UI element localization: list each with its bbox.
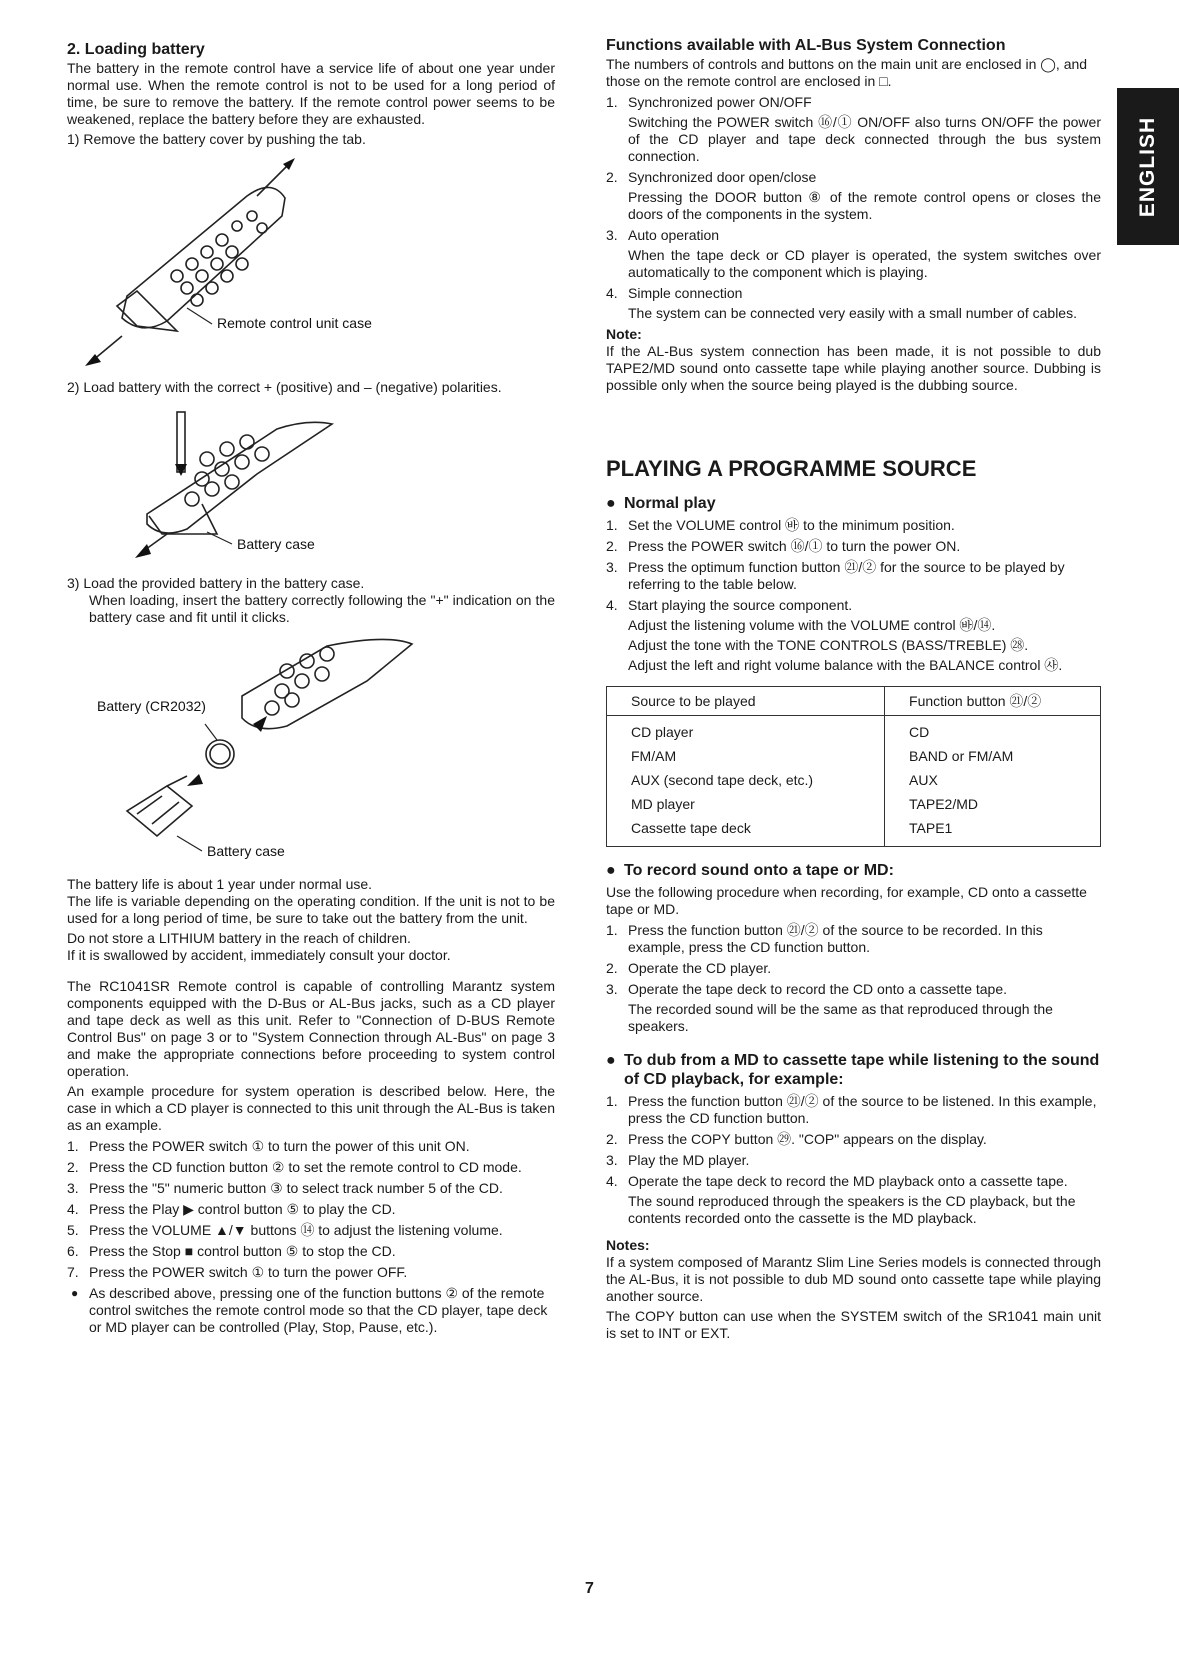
bullet-icon: ● [606, 1052, 616, 1069]
albus-item: 1. Synchronized power ON/OFF Switching the POWER switch ⑯/① ON/OFF also turns ON/OFF the power of the CD player and tape deck connected through the bus system connection. [606, 94, 1101, 164]
albus-item: 2. Synchronized door open/close Pressing the DOOR button ⑧ of the remote control opens or closes the doors of the components in the system. [606, 169, 1101, 222]
rc-bullet: ● As described above, pressing one of the function buttons ② of the remote control switches the remote control mode so that the CD player, tape deck or MD player can be controlled (Play, Stop, Pause, etc.). [71, 1285, 548, 1335]
loading-battery-title: 2. Loading battery [67, 41, 205, 58]
table-header: Function button ㉑/② [885, 687, 1101, 716]
normal-play-steps [606, 517, 1101, 674]
rc-step: 2. Press the CD function button ② to set the remote control to CD mode. [67, 1159, 522, 1175]
language-tab-label: ENGLISH [1136, 116, 1159, 217]
rc-step: 7. Press the POWER switch ① to turn the power OFF. [67, 1264, 408, 1280]
albus-title: Functions available with AL-Bus System Connection [606, 37, 1006, 54]
record-step: 2. Operate the CD player. [606, 960, 772, 976]
normal-step: 3. Press the optimum function button ㉑/② for the source to be played by referring to the table below. [606, 559, 1065, 592]
left-column [67, 40, 555, 1336]
swallow-warning: If it is swallowed by accident, immediately consult your doctor. [67, 947, 451, 963]
notes-title: Notes: [606, 1237, 650, 1253]
bullet-icon: ● [71, 1286, 79, 1300]
battery-step-3-body: When loading, insert the battery correctly following the "+" indication on the battery case and fit until it clicks. [89, 592, 555, 625]
normal-step: 2. Press the POWER switch ⑯/① to turn the power ON. [606, 538, 961, 554]
battery-step-1: 1) Remove the battery cover by pushing the tab. [67, 131, 366, 147]
rc-steps-list [67, 1138, 555, 1336]
dub-step: 3. Play the MD player. [606, 1152, 750, 1168]
battery-life-note: The battery life is about 1 year under normal use. [67, 876, 373, 892]
albus-list [606, 94, 1101, 322]
rc-step: 5. Press the VOLUME ▲/▼ buttons ⑭ to adjust the listening volume. [67, 1222, 503, 1238]
rc-description: The RC1041SR Remote control is capable of controlling Marantz system components equipped with the D-Bus or AL-Bus jacks, such as a CD player and tape deck as well as this unit. Refer to "Connection of D-BUS Remote Control Bus" on page 3 or to "System Connection through AL-Bus" on page 3 and make the appropriate connections before proceeding to system control operation. [67, 978, 555, 1079]
record-steps [606, 922, 1101, 1035]
dub-heading: ● To dub from a MD to cassette tape while listening to the sound of CD playback, for example: [606, 1052, 1100, 1088]
record-step: 1. Press the function button ㉑/② of the source to be recorded. In this example, press the CD function button. [606, 922, 1043, 955]
battery-load-illustration [67, 404, 555, 569]
figure-remove-cover [67, 156, 555, 371]
table-row: CD player FM/AM AUX (second tape deck, etc.) MD player Cassette tape deck CD BAND or FM/AM AUX TAPE2/MD TAPE1 [607, 716, 1101, 843]
battery-case-label-1: Battery case [237, 536, 315, 552]
battery-case-label-2: Battery case [207, 843, 285, 859]
albus-note-body: If the AL-Bus system connection has been made, it is not possible to dub TAPE2/MD sound onto cassette tape while playing another source. Dubbing is possible only when the source being played is the dubbing source. [606, 343, 1101, 393]
dub-step: 4. Operate the tape deck to record the MD playback onto a cassette tape. The sound reproduced through the speakers is the CD playback, but the contents recorded onto the cassette is the MD playback. [606, 1173, 1076, 1226]
table-header-row [607, 687, 1101, 716]
battery-case-illustration [67, 636, 555, 868]
remote-cover-illustration [67, 156, 555, 371]
rc-step: 4. Press the Play ▶ control button ⑤ to play the CD. [67, 1201, 396, 1217]
dub-step: 1. Press the function button ㉑/② of the source to be listened. In this example, press the CD function button. [606, 1093, 1097, 1126]
function-button-table [606, 686, 1101, 847]
table-header: Source to be played [607, 687, 885, 716]
notes-1: If a system composed of Marantz Slim Line Series models is connected through the AL-Bus, it is not possible to dub MD sound onto cassette tape while playing another source. [606, 1254, 1101, 1304]
normal-step: 4. Start playing the source component. Adjust the listening volume with the VOLUME control ㉳/⑭. Adjust the tone with the TONE CONTROLS (BASS/TREBLE) ㉘. Adjust the left and right volume balance with the BALANCE control ㉴. [606, 597, 1063, 673]
dub-step: 2. Press the COPY button ㉙. "COP" appears on the display. [606, 1131, 987, 1147]
playing-title: PLAYING A PROGRAMME SOURCE [606, 456, 977, 481]
page-number: 7 [585, 1580, 594, 1597]
battery-life-variable-note: The life is variable depending on the operating condition. If the unit is not to be used for a long period of time, be sure to take out the battery from the unit. [67, 893, 555, 926]
battery-step-2: 2) Load battery with the correct + (positive) and – (negative) polarities. [67, 379, 502, 395]
battery-step-3-title: 3) Load the provided battery in the battery case. [67, 575, 365, 591]
albus-note-title: Note: [606, 326, 642, 342]
right-column [606, 36, 1101, 1342]
record-heading: ● To record sound onto a tape or MD: [606, 862, 894, 879]
bullet-icon: ● [606, 495, 616, 512]
figure-load-battery [67, 404, 555, 569]
battery-cr2032-label: Battery (CR2032) [97, 698, 206, 714]
dub-steps [606, 1093, 1101, 1227]
figure-battery-case [67, 636, 555, 868]
loading-battery-intro: The battery in the remote control have a service life of about one year under normal use. When the remote control is not to be used for a long period of time, be sure to remove the battery. If the remote control power seems to be weakened, replace the battery before they are exhausted. [67, 60, 555, 127]
notes-2: The COPY button can use when the SYSTEM switch of the SR1041 main unit is set to INT or EXT. [606, 1308, 1101, 1341]
albus-item: 4. Simple connection The system can be connected very easily with a small number of cables. [606, 285, 1077, 321]
rc-example-intro: An example procedure for system operation is described below. Here, the case in which a CD player is connected to this unit through the AL-Bus is taken as an example. [67, 1083, 555, 1133]
normal-play-heading: ● Normal play [606, 495, 716, 512]
lithium-warning: Do not store a LITHIUM battery in the reach of children. [67, 930, 411, 946]
rc-step: 3. Press the "5" numeric button ③ to select track number 5 of the CD. [67, 1180, 503, 1196]
normal-step: 1. Set the VOLUME control ㉳ to the minimum position. [606, 517, 955, 533]
rc-step: 1. Press the POWER switch ① to turn the power of this unit ON. [67, 1138, 470, 1154]
record-step: 3. Operate the tape deck to record the CD onto a cassette tape. The recorded sound will be the same as that reproduced through the speakers. [606, 981, 1053, 1034]
bullet-icon: ● [606, 862, 616, 879]
remote-control-unit-case-label: Remote control unit case [217, 315, 372, 331]
albus-item: 3. Auto operation When the tape deck or CD player is operated, the system switches over automatically to the component which is playing. [606, 227, 1101, 280]
language-tab [1117, 88, 1179, 245]
rc-step: 6. Press the Stop ■ control button ⑤ to stop the CD. [67, 1243, 396, 1259]
record-intro: Use the following procedure when recording, for example, CD onto a cassette tape or MD. [606, 884, 1087, 917]
albus-intro: The numbers of controls and buttons on the main unit are enclosed in ◯, and those on the remote control are enclosed in □. [606, 56, 1088, 89]
